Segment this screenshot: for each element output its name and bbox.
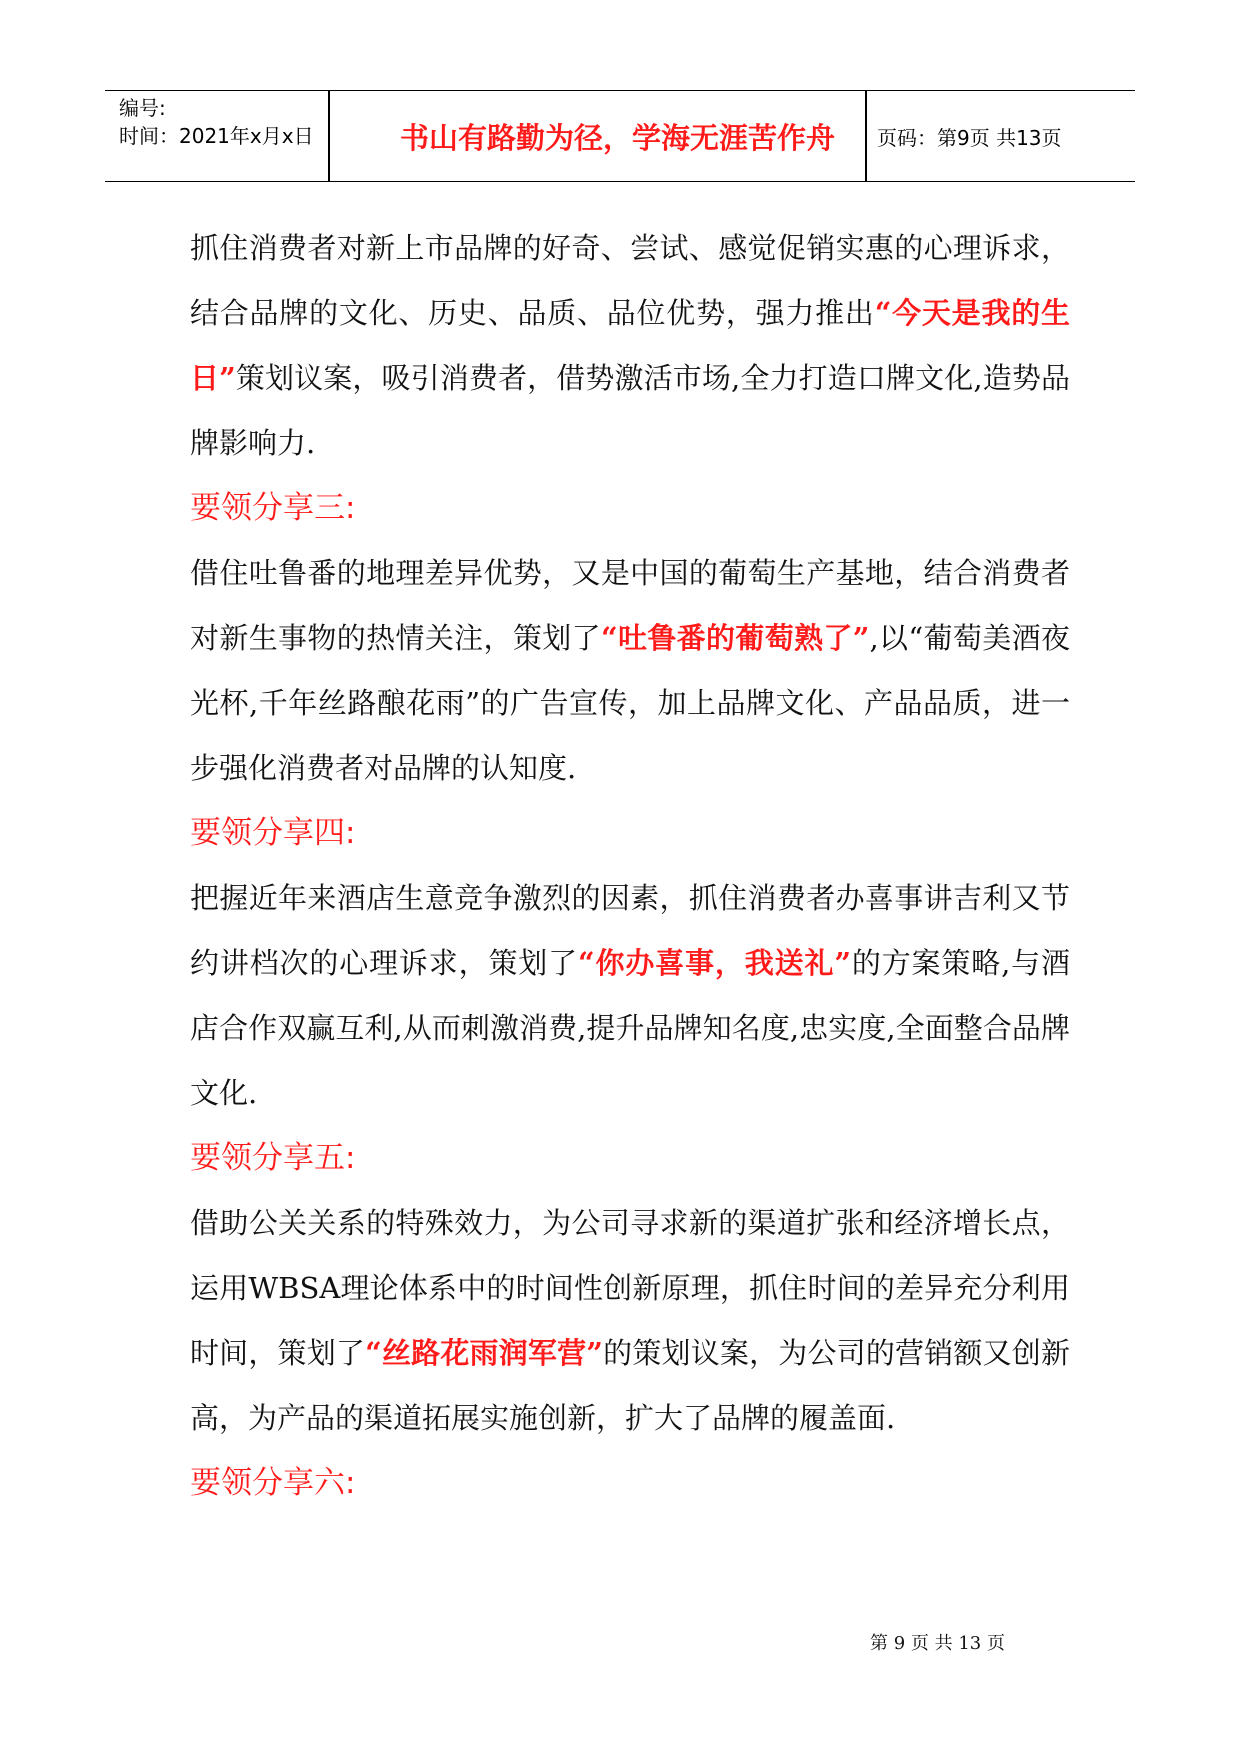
paragraph-text: 策划议案，吸引消费者，借势激活市场,全力打造口牌文化,造势品牌影响力. [190,361,1070,460]
paragraph-text: ,以“葡萄美酒夜光杯,千年丝路酿花雨”的广告宣传，加上品牌文化、产品品质，进一步强化消费者对品牌的认知度. [190,621,1070,785]
page-footer: 第 9 页 共 13 页 [870,1633,1005,1654]
highlight-campaign: “你办喜事，我送礼” [578,946,851,980]
section-heading-5: 要领分享五: [190,1140,356,1176]
highlight-campaign: “吐鲁番的葡萄熟了” [600,621,870,655]
paragraph-text: 的策划议案，为公司的营销额又创新高，为产品的渠道拓展实施创新，扩大了品牌的履盖面. [190,1336,1070,1435]
paragraph-turpan [190,541,1070,801]
paragraph-text: 把握近年来酒店生意竞争激烈的因素，抓住消费者办喜事讲吉利又节约讲档次的心理诉求，策划了 [190,881,1070,980]
header-divider-left [328,91,330,181]
paragraph-wedding [190,866,1070,1126]
section-heading-6: 要领分享六: [190,1465,356,1501]
highlight-campaign: “今天是我的生日” [190,296,1070,395]
header-meta [119,94,314,150]
paragraph-text: 借助公关关系的特殊效力，为公司寻求新的渠道扩张和经济增长点，运用WBSA理论体系中的时间性创新原理，抓住时间的差异充分利用时间，策划了 [190,1206,1070,1370]
paragraph-text: 的方案策略,与酒店合作双赢互利,从而刺激消费,提升品牌知名度,忠实度,全面整合品牌文化. [190,946,1070,1110]
section-heading-4: 要领分享四: [190,815,356,851]
highlight-campaign: “丝路花雨润军营” [365,1336,603,1370]
document-body [190,216,1070,1516]
number-label: 编号: [119,96,166,120]
paragraph-text: 借住吐鲁番的地理差异优势，又是中国的葡萄生产基地，结合消费者对新生事物的热情关注，策划了 [190,556,1070,655]
header-motto: 书山有路勤为径，学海无涯苦作舟 [399,120,835,155]
time-label: 时间：2021年x月x日 [119,124,314,148]
paragraph-birthday [190,216,1070,476]
paragraph-text: 抓住消费者对新上市品牌的好奇、尝试、感觉促销实惠的心理诉求，结合品牌的文化、历史、品质、品位优势，强力推出 [190,231,1070,330]
section-heading-3: 要领分享三: [190,490,356,526]
header-divider-right [865,91,867,181]
page-header [105,90,1135,182]
paragraph-silkroad [190,1191,1070,1451]
header-page-code: 页码：第9页 共13页 [877,125,1062,150]
